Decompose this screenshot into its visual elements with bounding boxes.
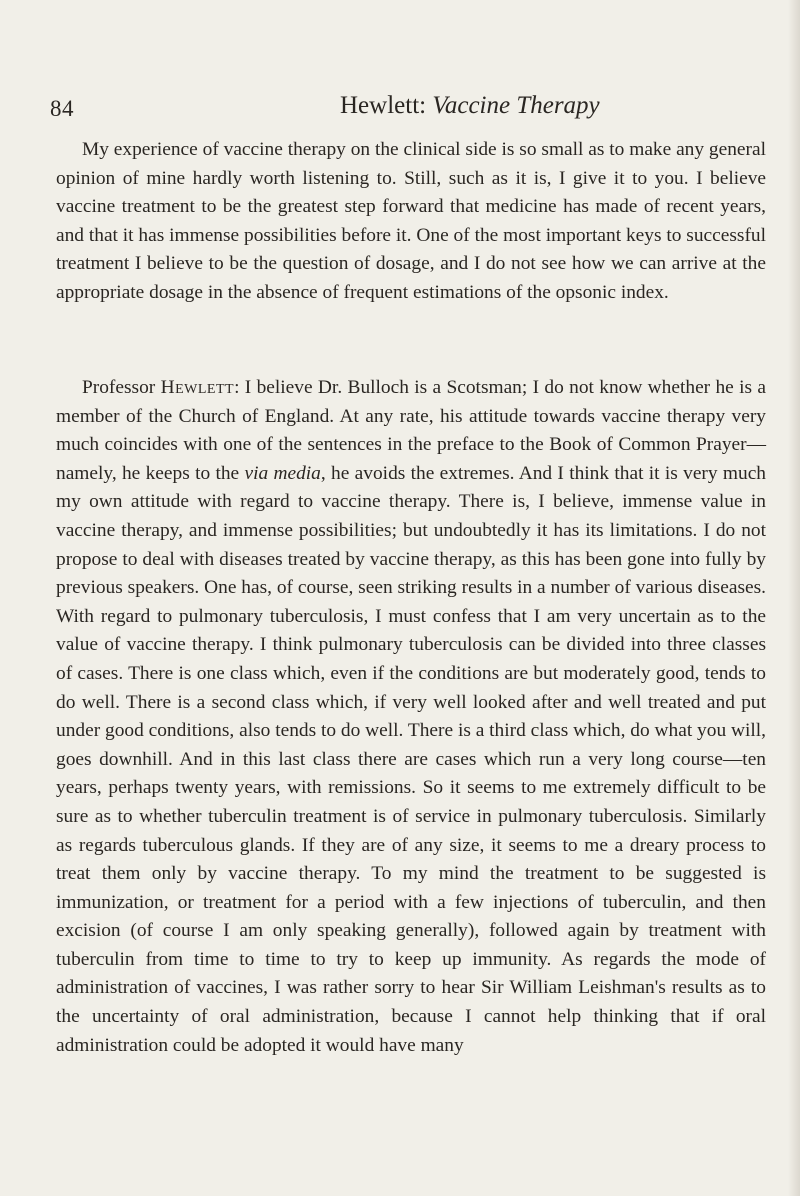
speaker-title: Professor: [82, 377, 161, 398]
paragraph-experience: My experience of vaccine therapy on the clinical side is so small as to make any general opinion of mine hardly worth listening to. Still, such as it is, I give it to you. I believe vaccine treatment to be the greatest step forward that medicine has made of recent years, and that it has immense possibilities before it. One of the most important keys to successful treatment I believe to be the question of dosage, and I do not see how we can arrive at the appropriate dosage in the absence of frequent estimations of the opsonic index.: [56, 139, 766, 303]
running-head-author: Hewlett: [340, 92, 420, 119]
running-head: [340, 92, 600, 120]
running-head-title: Vaccine Therapy: [432, 92, 600, 119]
italic-phrase-via-media: via media: [244, 462, 321, 484]
paragraph-text-part-1: : I believe Dr. Bulloch is a Scotsman; I do not know whether he is a member of the Church of England. At any rate, his attitude towards vaccine therapy very much coincides with one of the sentences in the preface to the Book of Common Prayer—namely, he keeps to the: [56, 377, 766, 484]
paragraph-professor-hewlett: [56, 374, 766, 1060]
page-edge-shadow: [788, 0, 800, 1196]
running-head-separator: :: [419, 92, 433, 119]
page-number: 84: [50, 96, 74, 121]
paragraph-text-part-2: , he avoids the extremes. And I think that it is very much my own attitude with regard to vaccine therapy. There is, I believe, immense value in vaccine therapy, and immense possibilities; but undoubtedly it has its limitations. I do not propose to deal with diseases treated by vaccine therapy, as this has been gone into fully by previous speakers. One has, of course, seen striking results in a number of various diseases. With regard to pulmonary tuberculosis, I must confess that I am very uncertain as to the value of vaccine therapy. I think pulmonary tuberculosis can be divided into three classes of cases. There is one class which, even if the conditions are but moderately good, tends to do well. There is a second class which, if very well looked after and well treated and put under good conditions, also tends to do well. There is a third class which, do what you will, goes downhill. And in this last class there are cases which run a very long course—ten years, perhaps twenty years, with remissions. So it seems to me extremely difficult to be sure as to whether tuberculin treatment is of service in pulmonary tuberculosis. Similarly as regards tuberculous glands. If they are of any size, it seems to me a dreary process to treat them only by vaccine therapy. To my mind the treatment to be suggested is immunization, or treatment for a period with a few injections of tuberculin, and then excision (of course I am only speaking generally), followed again by treatment with tuberculin from time to time to try to keep up immunity. As regards the mode of administration of vaccines, I was rather sorry to hear Sir William Leishman's results as to the uncertainty of oral administration, because I cannot help thinking that if oral administration could be adopted it would have many: [56, 462, 766, 1056]
speaker-name: Hewlett: [160, 377, 235, 398]
